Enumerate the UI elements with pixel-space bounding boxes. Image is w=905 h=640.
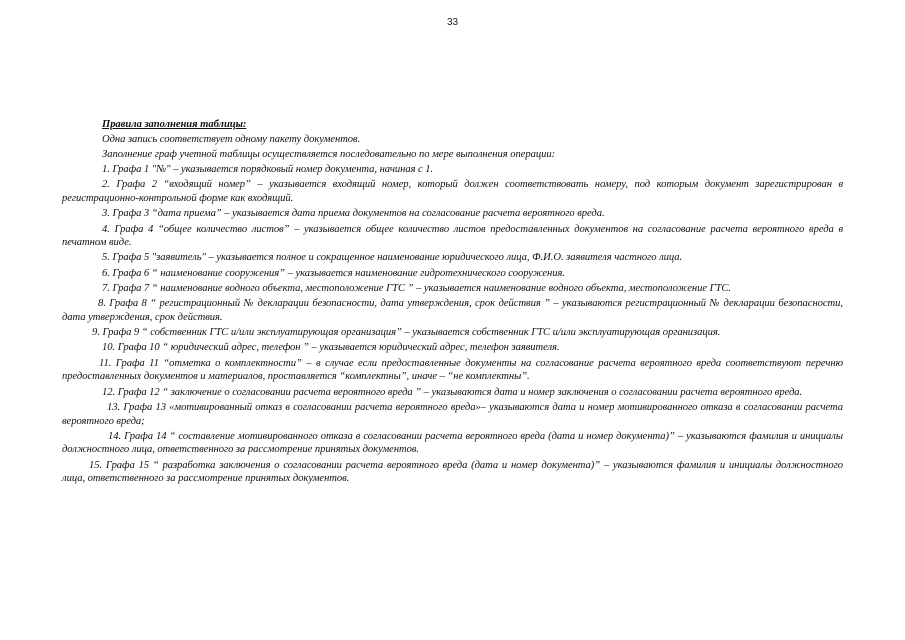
document-body (62, 118, 843, 488)
list-item-6: 6. Графа 6 “ наименование сооружения” – указывается наименование гидротехнического сооружения. (102, 267, 565, 279)
list-item-12: 12. Графа 12 “ заключение о согласовании расчета вероятного вреда ” – указываются дата и номер заключения о согласовании расчета вероятного вреда. (102, 386, 803, 398)
list-item-10: 10. Графа 10 “ юридический адрес, телефон ” – указывается юридический адрес, телефон заявителя. (102, 342, 560, 354)
list-item-11: 11. Графа 11 “отметка о комплектности” – в случае если предоставленные документы на согласование расчета вероятного вреда соответствуют перечню предоставленных документов и материалов, проставляется “комплектны”, иначе – “не комплектны”. (62, 357, 843, 383)
list-item-8: 8. Графа 8 “ регистрационный № декларации безопасности, дата утверждения, срок действия ” – указываются регистрационный № декларации безопасности, дата утверждения, срок действия. (62, 298, 843, 323)
list-item-1: 1. Графа 1 "№" – указывается порядковый номер документа, начиная с 1. (102, 164, 434, 176)
list-item-2: 2. Графа 2 “входящий номер” – указывается входящий номер, который должен соответствовать номеру, под которым документ зарегистрирован в регистрационно-контрольной форме как входящий. (62, 179, 843, 205)
intro-line: Одна запись соответствует одному пакету документов. (102, 133, 361, 145)
list-item-5: 5. Графа 5 "заявитель" – указывается полное и сокращенное наименование юридического лица, Ф.И.О. заявителя частного лица. (102, 252, 683, 264)
list-item-13: 13. Графа 13 «мотивированный отказ в согласовании расчета вероятного вреда»– указываются дата и номер мотивированного отказа в согласовании расчета вероятного вреда; (62, 401, 843, 427)
page-number: 33 (446, 17, 459, 28)
list-item-4: 4. Графа 4 “общее количество листов” – указывается общее количество листов предоставленных документов на согласование расчета вероятного вреда в печатном виде. (62, 223, 843, 249)
list-item-9: 9. Графа 9 “ собственник ГТС и/или эксплуатирующая организация” – указывается собственник ГТС и/или эксплуатирующая организация. (92, 327, 721, 339)
list-item-3: 3. Графа 3 “дата приема” – указывается дата приема документов на согласование расчета вероятного вреда. (102, 208, 605, 220)
intro-line: Заполнение граф учетной таблицы осуществляется последовательно по мере выполнения операции: (102, 148, 556, 160)
list-item-15: 15. Графа 15 “ разработка заключения о согласовании расчета вероятного вреда (дата и номер документа)” – указываются фамилия и инициалы должностного лица, ответственного за рассмотрение принятых документов. (62, 459, 843, 485)
list-item-14: 14. Графа 14 “ составление мотивированного отказа в согласовании расчета вероятного вреда (дата и номер документа)” – указываются фамилия и инициалы должностного лица, ответственного за рассмотрение принятых документов. (62, 430, 843, 456)
list-item-7: 7. Графа 7 “ наименование водного объекта, местоположение ГТС ” – указывается наименование водного объекта, местоположение ГТС. (102, 283, 732, 295)
section-heading: Правила заполнения таблицы: (102, 119, 247, 130)
